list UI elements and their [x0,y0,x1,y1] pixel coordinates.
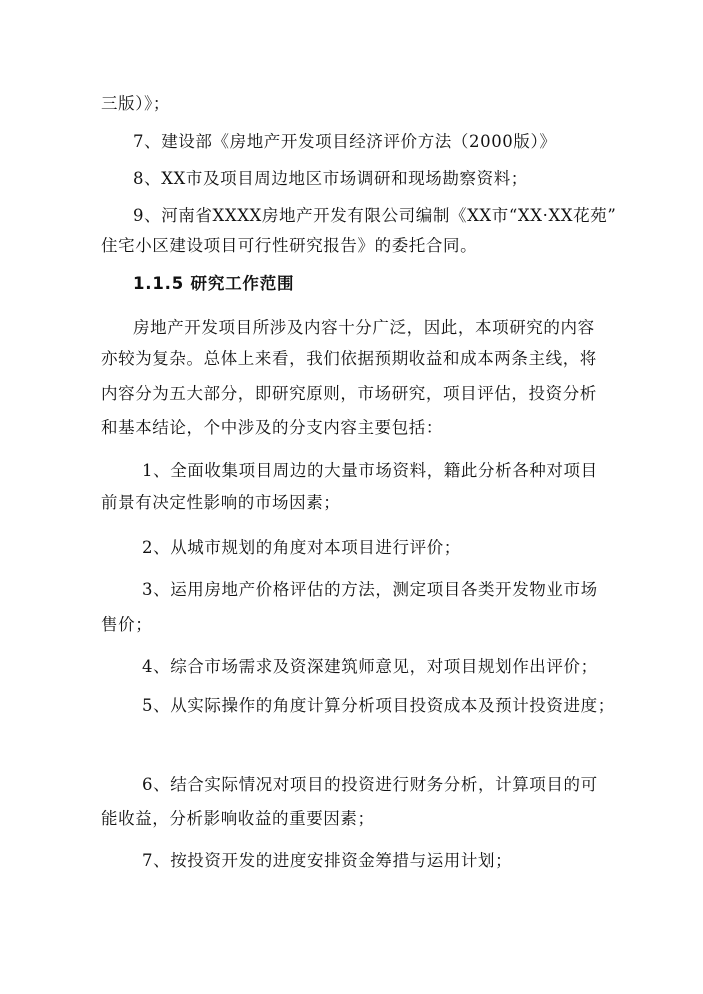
section-heading-1-1-5: 1.1.5 研究工作范围 [133,274,295,293]
text-line-8: 亦较为复杂。总体上来看，我们依据预期收益和成本两条主线，将 [101,349,597,368]
text-line-2: 7、建设部《房地产开发项目经济评价方法（2000版）》 [133,132,557,151]
text-line-15: 售价； [101,615,153,634]
text-line-20: 7、按投资开发的进度安排资金筹措与运用计划； [142,851,513,870]
text-line-13: 2、从城市规划的角度对本项目进行评价； [142,538,461,557]
text-line-12: 前景有决定性影响的市场因素； [101,493,341,512]
text-line-5: 住宅小区建设项目可行性研究报告》的委托合同。 [101,236,478,255]
text-line-11: 1、全面收集项目周边的大量市场资料，籍此分析各种对项目 [142,461,598,480]
text-line-3: 8、XX市及项目周边地区市场调研和现场勘察资料； [133,169,528,188]
text-line-10: 和基本结论，个中涉及的分支内容主要包括： [101,418,443,437]
text-line-17: 5、从实际操作的角度计算分析项目投资成本及预计投资进度； [142,696,615,715]
text-line-9: 内容分为五大部分，即研究原则，市场研究，项目评估，投资分析 [101,384,597,403]
text-line-4: 9、河南省XXXX房地产开发有限公司编制《XX市“XX·XX花苑” [133,206,617,225]
text-line-16: 4、综合市场需求及资深建筑师意见，对项目规划作出评价； [142,657,598,676]
text-line-1: 三版）》； [101,94,170,113]
text-line-14: 3、运用房地产价格评估的方法，测定项目各类开发物业市场 [142,580,598,599]
text-line-19: 能收益，分析影响收益的重要因素； [101,809,375,828]
text-line-7: 房地产开发项目所涉及内容十分广泛，因此，本项研究的内容 [133,318,595,337]
text-line-18: 6、结合实际情况对项目的投资进行财务分析，计算项目的可 [142,775,598,794]
